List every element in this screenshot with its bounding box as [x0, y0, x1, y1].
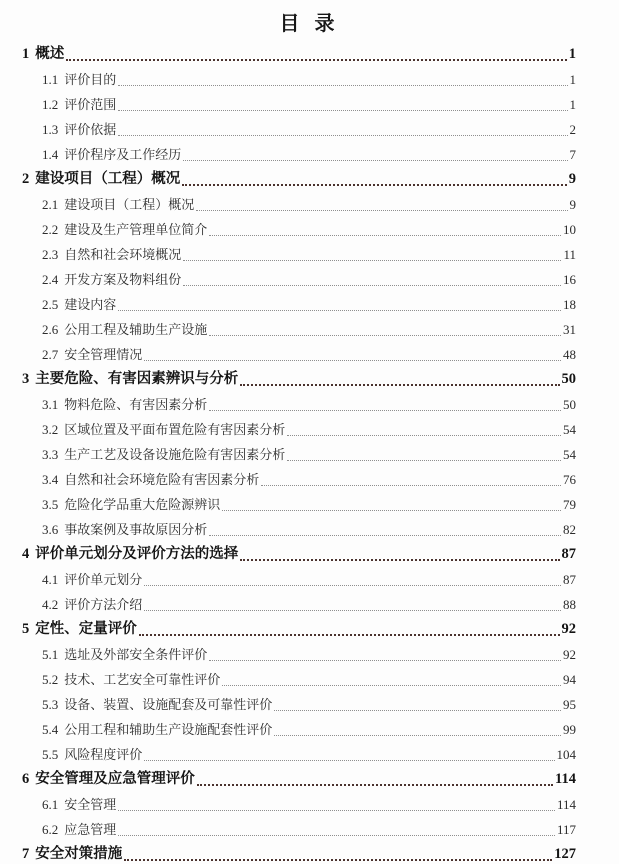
toc-entry-page: 104	[556, 747, 576, 762]
toc-entry-label	[42, 268, 181, 291]
toc-entry-page: 50	[561, 371, 576, 387]
toc-entry[interactable]	[22, 466, 576, 491]
toc-entry-label	[22, 543, 238, 566]
toc-entry-page: 87	[563, 572, 576, 587]
dot-leader	[261, 485, 561, 486]
toc-entry-title: 主要危险、有害因素辨识与分析	[35, 371, 239, 387]
toc-entry-number: 1.3	[42, 122, 59, 137]
toc-entry[interactable]	[22, 41, 576, 66]
dot-leader	[209, 335, 561, 336]
toc-entry[interactable]	[22, 516, 576, 541]
toc-entry-label	[42, 718, 272, 741]
toc-entry-title: 评价程序及工作经历	[64, 147, 182, 162]
dot-leader	[118, 110, 567, 111]
dot-leader	[197, 784, 553, 786]
toc-entry-title: 生产工艺及设备设施危险有害因素分析	[64, 447, 286, 462]
toc-entry-page: 18	[563, 297, 576, 312]
toc-entry-title: 应急管理	[64, 822, 117, 837]
dot-leader	[118, 810, 555, 811]
toc-entry[interactable]	[22, 841, 576, 864]
toc-entry[interactable]	[22, 766, 576, 791]
toc-entry-label	[42, 443, 285, 466]
dot-leader	[274, 710, 561, 711]
dot-leader	[144, 610, 561, 611]
toc-entry-title: 评价范围	[64, 97, 117, 112]
toc-entry-label	[42, 68, 116, 91]
toc-entry-label	[42, 593, 142, 616]
dot-leader	[287, 460, 561, 461]
toc-entry[interactable]	[22, 691, 576, 716]
toc-entry-number: 2.5	[42, 297, 59, 312]
toc-entry-number: 3.6	[42, 522, 59, 537]
toc-entry-label	[42, 493, 220, 516]
toc-entry-title: 安全管理	[64, 797, 117, 812]
toc-entry[interactable]	[22, 366, 576, 391]
dot-leader	[139, 634, 560, 636]
toc-entry-number: 3.5	[42, 497, 59, 512]
dot-leader	[118, 135, 567, 136]
toc-entry[interactable]	[22, 591, 576, 616]
toc-entry-number: 1	[22, 46, 30, 62]
dot-leader	[144, 585, 561, 586]
dot-leader	[183, 285, 561, 286]
toc-entry[interactable]	[22, 166, 576, 191]
toc-entry-label	[42, 118, 116, 141]
toc-entry-number: 1.4	[42, 147, 59, 162]
toc-entry[interactable]	[22, 491, 576, 516]
toc-entry-title: 开发方案及物料组份	[64, 272, 182, 287]
toc-entry-page: 16	[563, 272, 576, 287]
toc-entry-page: 7	[569, 147, 576, 162]
toc-entry[interactable]	[22, 391, 576, 416]
toc-entry-title: 评价依据	[64, 122, 117, 137]
dot-leader	[209, 535, 561, 536]
toc-entry-label	[42, 318, 207, 341]
toc-entry-label	[42, 343, 142, 366]
toc-entry-title: 安全对策措施	[35, 846, 123, 862]
toc-entry[interactable]	[22, 566, 576, 591]
toc-entry-number: 4.2	[42, 597, 59, 612]
dot-leader	[118, 310, 561, 311]
toc-entry-number: 2.4	[42, 272, 59, 287]
dot-leader	[287, 435, 561, 436]
toc-entry[interactable]	[22, 91, 576, 116]
dot-leader	[183, 260, 561, 261]
toc-entry-number: 3.1	[42, 397, 59, 412]
toc-entry[interactable]	[22, 316, 576, 341]
toc-entry-page: 76	[563, 472, 576, 487]
toc-entry[interactable]	[22, 816, 576, 841]
toc-entry-title: 评价单元划分	[64, 572, 143, 587]
toc-entry-page: 79	[563, 497, 576, 512]
toc-entry-page: 1	[568, 46, 576, 62]
toc-entry-label	[42, 243, 181, 266]
toc-entry[interactable]	[22, 791, 576, 816]
toc-entry-title: 定性、定量评价	[35, 621, 137, 637]
toc-entry-title: 安全管理情况	[64, 347, 143, 362]
toc-entry-label	[42, 668, 220, 691]
dot-leader	[274, 735, 561, 736]
toc-entry-label	[42, 518, 207, 541]
dot-leader	[240, 384, 559, 386]
toc-entry-page: 92	[561, 621, 576, 637]
dot-leader	[209, 410, 561, 411]
toc-entry-title: 建设内容	[64, 297, 117, 312]
toc-entry[interactable]	[22, 416, 576, 441]
dot-leader	[144, 360, 561, 361]
toc-entry-number: 2.7	[42, 347, 59, 362]
toc-entry-label	[42, 818, 116, 841]
toc-entry[interactable]	[22, 541, 576, 566]
toc-entry-page: 9	[569, 197, 576, 212]
toc-entry-number: 2.3	[42, 247, 59, 262]
toc-entry-number: 6.2	[42, 822, 59, 837]
toc-list	[0, 41, 619, 864]
toc-entry[interactable]	[22, 66, 576, 91]
toc-entry[interactable]	[22, 216, 576, 241]
toc-entry-page: 88	[563, 597, 576, 612]
toc-entry-label	[42, 293, 116, 316]
toc-entry-title: 公用工程和辅助生产设施配套性评价	[64, 722, 273, 737]
toc-entry-page: 31	[563, 322, 576, 337]
toc-entry-number: 4.1	[42, 572, 59, 587]
toc-entry-label	[22, 768, 195, 791]
toc-entry-page: 54	[563, 447, 576, 462]
toc-entry-number: 3.3	[42, 447, 59, 462]
toc-entry-number: 1.1	[42, 72, 59, 87]
toc-entry[interactable]	[22, 641, 576, 666]
dot-leader	[144, 760, 554, 761]
toc-entry-number: 1.2	[42, 97, 59, 112]
dot-leader	[183, 160, 567, 161]
toc-entry-title: 技术、工艺安全可靠性评价	[64, 672, 221, 687]
toc-entry-number: 7	[22, 846, 30, 862]
toc-entry[interactable]	[22, 116, 576, 141]
toc-entry[interactable]	[22, 441, 576, 466]
toc-entry[interactable]	[22, 341, 576, 366]
dot-leader	[66, 59, 567, 61]
toc-entry-page: 1	[569, 97, 576, 112]
dot-leader	[222, 685, 561, 686]
toc-entry-label	[42, 193, 194, 216]
dot-leader	[240, 559, 559, 561]
toc-entry-label	[22, 43, 64, 66]
toc-entry[interactable]	[22, 191, 576, 216]
toc-entry-label	[42, 743, 142, 766]
toc-entry-title: 危险化学品重大危险源辨识	[64, 497, 221, 512]
toc-entry-page: 1	[569, 72, 576, 87]
toc-entry-number: 3.2	[42, 422, 59, 437]
toc-entry-page: 99	[563, 722, 576, 737]
toc-entry-label	[42, 143, 181, 166]
toc-entry[interactable]	[22, 266, 576, 291]
toc-entry-number: 5.1	[42, 647, 59, 662]
toc-entry-title: 设备、装置、设施配套及可靠性评价	[64, 697, 273, 712]
toc-entry-label	[42, 393, 207, 416]
dot-leader	[209, 235, 561, 236]
toc-entry-label	[42, 568, 142, 591]
dot-leader	[196, 210, 567, 211]
toc-entry-title: 评价单元划分及评价方法的选择	[35, 546, 239, 562]
toc-entry-title: 建设项目（工程）概况	[35, 171, 181, 187]
toc-entry-number: 3	[22, 371, 30, 387]
toc-entry-label	[42, 793, 116, 816]
dot-leader	[118, 85, 567, 86]
toc-entry-page: 92	[563, 647, 576, 662]
toc-entry[interactable]	[22, 616, 576, 641]
dot-leader	[222, 510, 561, 511]
toc-entry-number: 6.1	[42, 797, 59, 812]
toc-entry-title: 公用工程及辅助生产设施	[64, 322, 208, 337]
dot-leader	[124, 859, 552, 861]
toc-entry-page: 54	[563, 422, 576, 437]
toc-entry-number: 2.2	[42, 222, 59, 237]
toc-entry-number: 5.4	[42, 722, 59, 737]
toc-entry-label	[22, 618, 137, 641]
toc-entry-label	[22, 168, 180, 191]
toc-entry-page: 87	[561, 546, 576, 562]
toc-entry-page: 11	[563, 247, 576, 262]
toc-entry-label	[42, 418, 285, 441]
toc-entry-title: 安全管理及应急管理评价	[35, 771, 195, 787]
toc-entry-number: 2.1	[42, 197, 59, 212]
toc-entry-page: 48	[563, 347, 576, 362]
toc-entry-number: 4	[22, 546, 30, 562]
toc-entry[interactable]	[22, 241, 576, 266]
toc-entry-label	[42, 218, 207, 241]
toc-entry-page: 114	[555, 771, 576, 787]
toc-entry-title: 建设及生产管理单位简介	[64, 222, 208, 237]
dot-leader	[118, 835, 555, 836]
toc-entry-number: 6	[22, 771, 30, 787]
toc-entry-page: 50	[563, 397, 576, 412]
toc-entry-page: 114	[556, 797, 576, 812]
toc-entry-page: 9	[568, 171, 576, 187]
toc-entry-page: 127	[554, 846, 576, 862]
toc-entry-page: 82	[563, 522, 576, 537]
toc-entry-title: 建设项目（工程）概况	[64, 197, 195, 212]
toc-entry-number: 5	[22, 621, 30, 637]
toc-entry-page: 10	[563, 222, 576, 237]
toc-entry[interactable]	[22, 291, 576, 316]
toc-entry-label	[42, 693, 272, 716]
toc-entry-title: 评价方法介绍	[64, 597, 143, 612]
toc-entry-title: 风险程度评价	[64, 747, 143, 762]
toc-entry-page: 117	[556, 822, 576, 837]
toc-entry-label	[42, 468, 259, 491]
toc-entry-label	[22, 843, 122, 864]
toc-entry-title: 概述	[35, 46, 65, 62]
toc-entry[interactable]	[22, 741, 576, 766]
toc-entry-number: 3.4	[42, 472, 59, 487]
toc-entry-page: 2	[569, 122, 576, 137]
toc-entry[interactable]	[22, 141, 576, 166]
toc-entry-title: 自然和社会环境概况	[64, 247, 182, 262]
toc-entry[interactable]	[22, 666, 576, 691]
dot-leader	[209, 660, 561, 661]
toc-entry-page: 95	[563, 697, 576, 712]
toc-entry[interactable]	[22, 716, 576, 741]
toc-entry-label	[42, 93, 116, 116]
toc-entry-title: 区域位置及平面布置危险有害因素分析	[64, 422, 286, 437]
toc-entry-title: 事故案例及事故原因分析	[64, 522, 208, 537]
page-title: 目 录	[279, 13, 340, 35]
toc-entry-title: 自然和社会环境危险有害因素分析	[64, 472, 260, 487]
toc-entry-number: 5.3	[42, 697, 59, 712]
dot-leader	[182, 184, 567, 186]
toc-entry-number: 5.2	[42, 672, 59, 687]
toc-entry-number: 2.6	[42, 322, 59, 337]
toc-entry-title: 选址及外部安全条件评价	[64, 647, 208, 662]
toc-entry-title: 物料危险、有害因素分析	[64, 397, 208, 412]
toc-entry-number: 5.5	[42, 747, 59, 762]
toc-entry-label	[22, 368, 238, 391]
toc-entry-number: 2	[22, 171, 30, 187]
toc-entry-title: 评价目的	[64, 72, 117, 87]
toc-entry-label	[42, 643, 207, 666]
toc-entry-page: 94	[563, 672, 576, 687]
